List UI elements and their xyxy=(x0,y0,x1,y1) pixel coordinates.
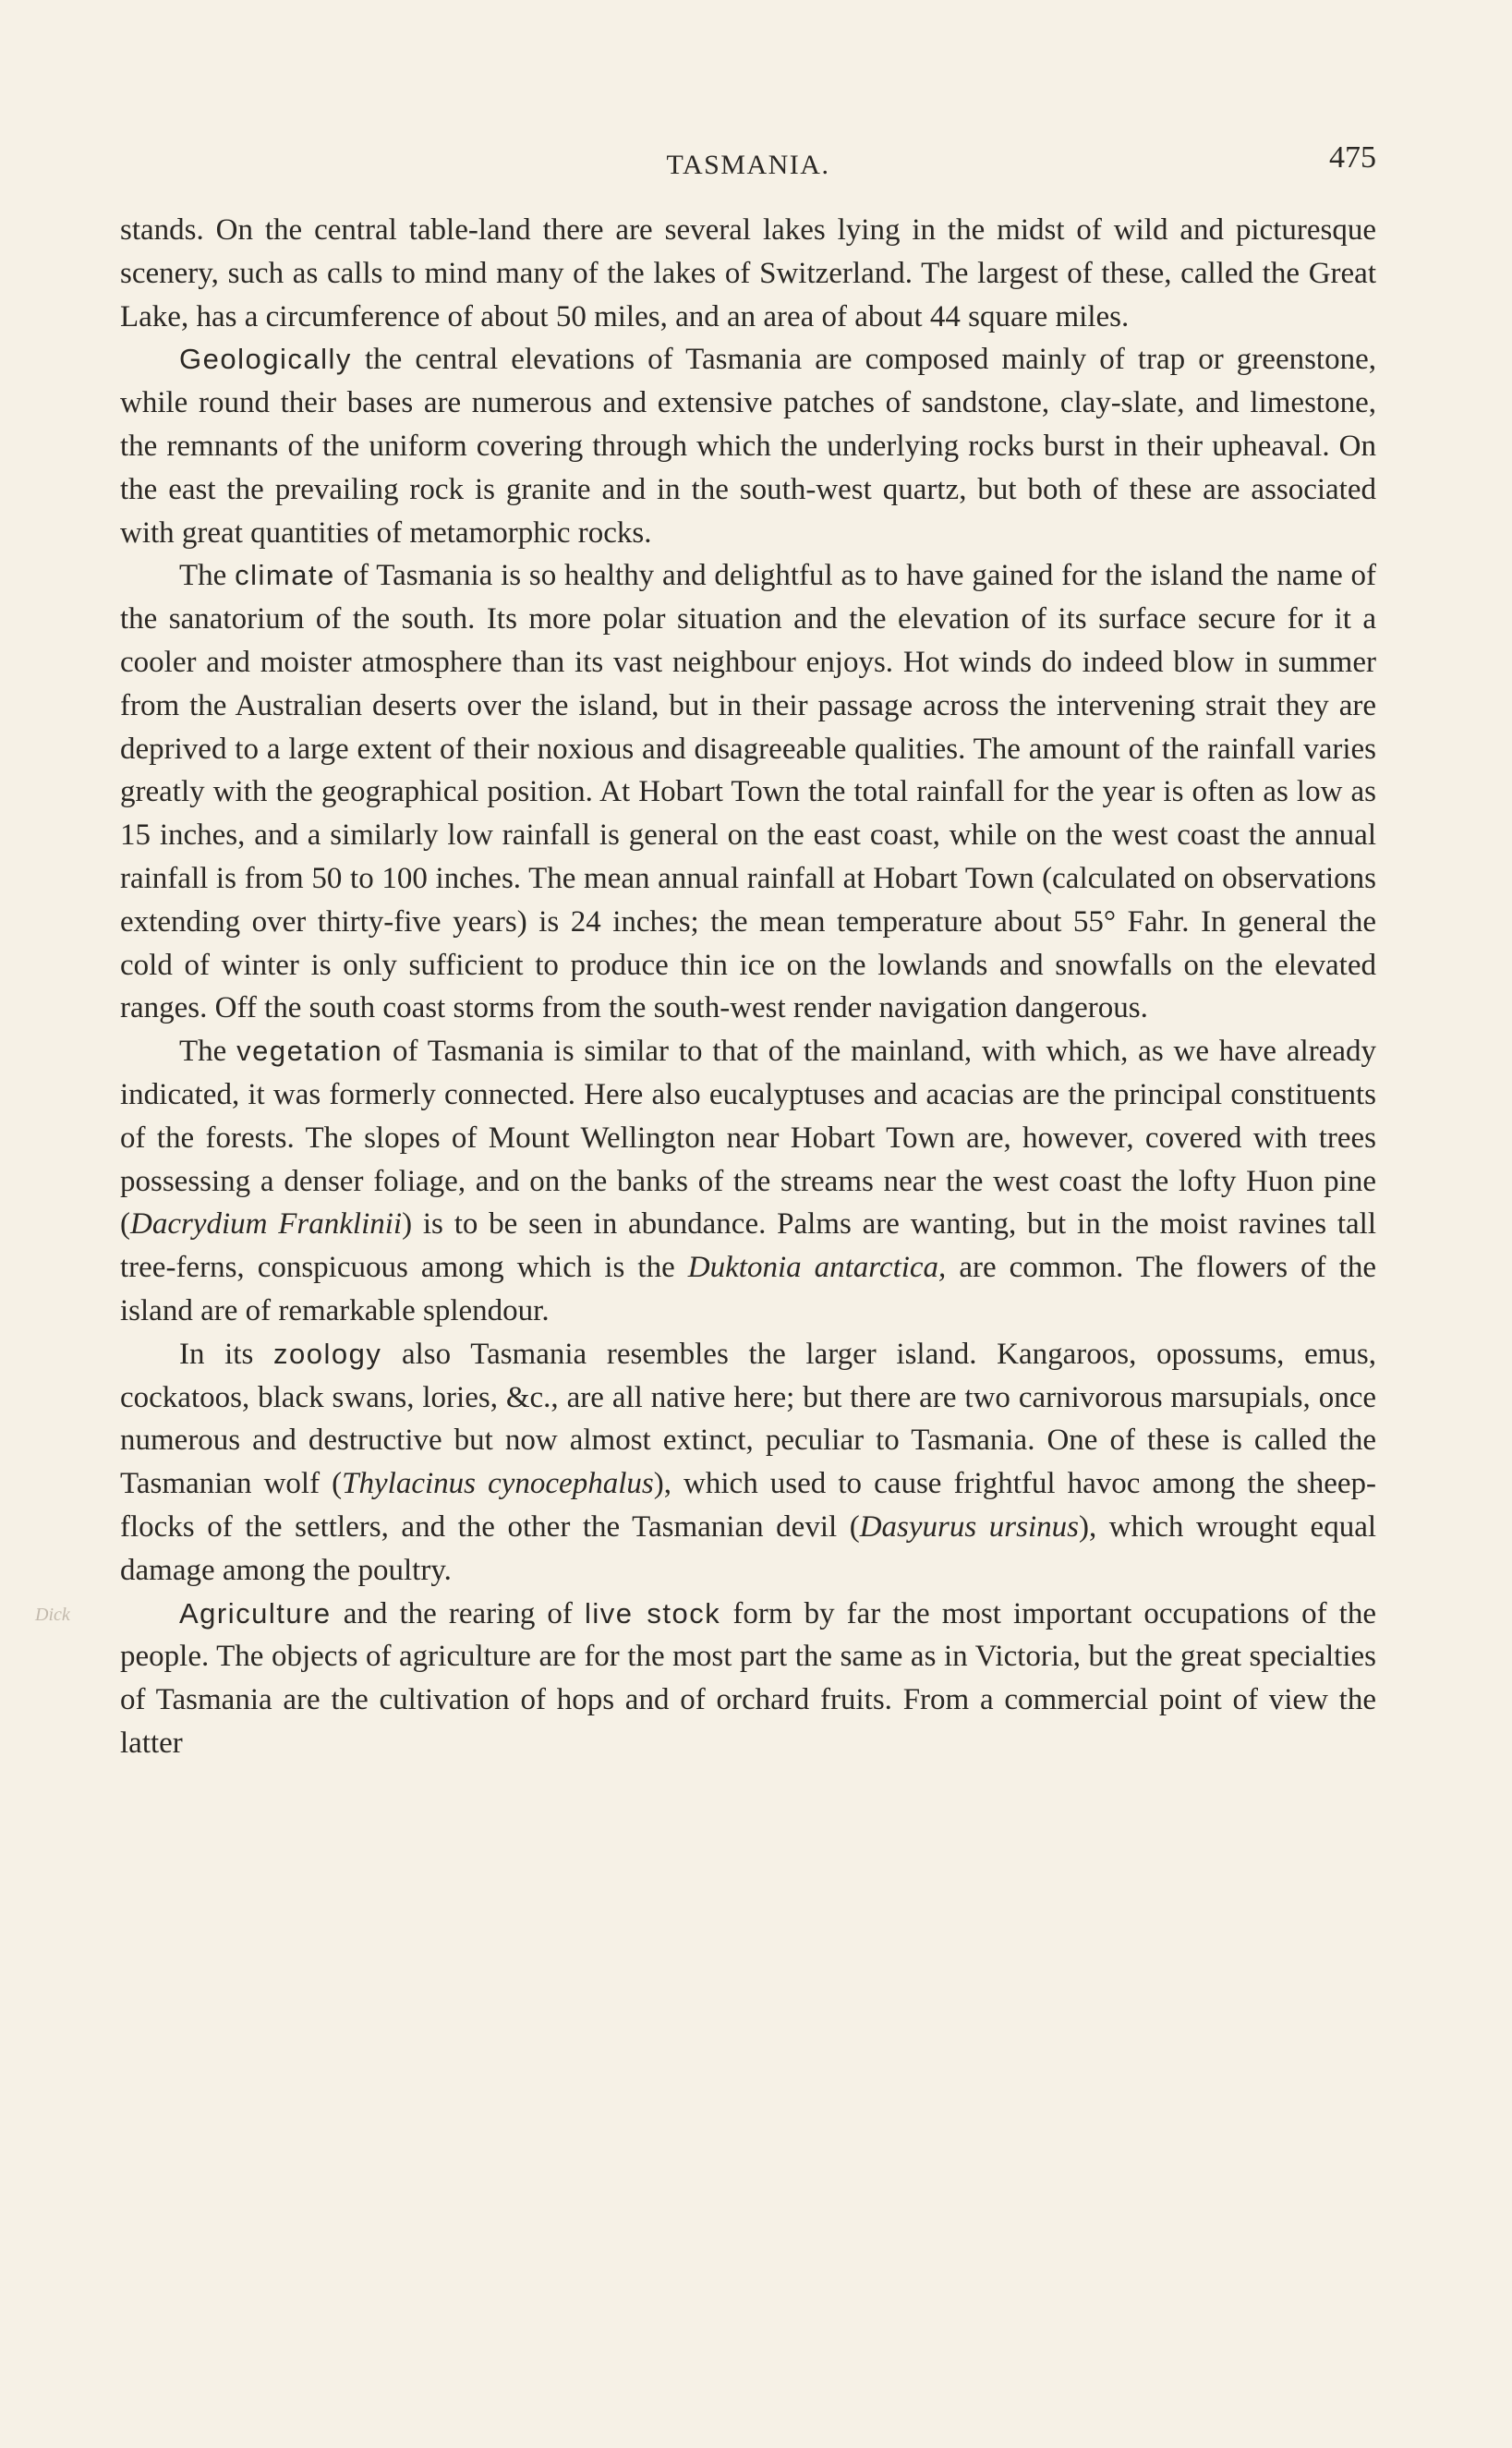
paragraph-text: ), which used to cause frightful havoc among the sheep-flocks of the settlers, and the other the Tasmanian devil ( xyxy=(120,1467,1376,1544)
paragraph-text: stands. On the central table-land there are several lakes lying in the midst of wild and picturesque scenery, such as calls to mind many of the lakes of Switzerland. The largest of these, called the Great Lake, has a circumference of about 50 miles, and an area of about 44 square miles. xyxy=(120,213,1376,333)
side-heading-live-stock: live stock xyxy=(584,1596,721,1630)
side-heading-zoology: zoology xyxy=(272,1337,382,1370)
running-title: TASMANIA. xyxy=(666,150,830,180)
paragraph-text: The xyxy=(179,1035,237,1069)
paragraph-text: of Tasmania is so healthy and delightful as to have gained for the island the name of the sanatorium of the south. Its more polar situation and the elevation of its surface secure for it a cooler and moister atmosphere than its vast neighbour enjoys. Hot winds do indeed blow in summer from the Australian deserts over the island, but in their passage across the intervening strait they are deprived to a large extent of their noxious and disagreeable qualities. The amount of the rainfall varies greatly with the geographical position. At Hobart Town the total rainfall for the year is often as low as 15 inches, and a similarly low rainfall is general on the east coast, while on the west coast the annual rainfall is from 50 to 100 inches. The mean annual rainfall at Hobart Town (calculated on observations extending over thirty-five years) is 24 inches; the mean temperature about 55° Fahr. In general the cold of winter is only sufficient to produce thin ice on the lowlands and snowfalls on the elevated ranges. Off the south coast storms from the south-west render navigation dangerous. xyxy=(120,559,1376,1025)
species-name: Dasyurus ursinus xyxy=(859,1509,1079,1544)
side-heading-agriculture: Agriculture xyxy=(179,1596,332,1630)
paragraph-text: In its xyxy=(179,1337,273,1371)
body-text xyxy=(120,209,1376,1765)
paragraph-vegetation xyxy=(120,1030,1376,1333)
species-name: Dacrydium Franklinii xyxy=(130,1207,403,1242)
paragraph-text: The xyxy=(179,559,236,593)
side-heading-climate: climate xyxy=(235,559,335,592)
paragraph-geology xyxy=(120,338,1376,554)
paragraph-agriculture xyxy=(120,1593,1376,1765)
paragraph-text: and the rearing of xyxy=(331,1596,585,1630)
paragraph-text: ), which wrought equal damage among the poultry. xyxy=(120,1509,1377,1587)
paragraph-lakes xyxy=(120,209,1376,338)
paragraph-text: form by far the most important occupations of the people. The objects of agriculture are for the most part the same as in Victoria, but the great specialties of Tasmania are the cultivation of hops and of orchard fruits. From a commercial point of view the latter xyxy=(120,1596,1376,1760)
running-head xyxy=(120,140,1376,180)
paragraph-text: are common. The flowers of the island are of remarkable splendour. xyxy=(120,1251,1376,1327)
side-heading-geologically: Geologically xyxy=(179,343,352,376)
species-name: Duktonia antarctica, xyxy=(687,1251,947,1285)
paragraph-climate xyxy=(120,554,1376,1030)
paragraph-text: of Tasmania is similar to that of the mainland, with which, as we have already indicated, it was formerly connected. Here also eucalyptuses and acacias are the principal constituents of the forests. The slopes of Mount Wellington near Hobart Town are, however, covered with trees possessing a denser foliage, and on the banks of the streams near the west coast the lofty Huon pine ( xyxy=(120,1035,1376,1242)
paragraph-text: the central elevations of Tasmania are composed mainly of trap or greenstone, while round their bases are numerous and extensive patches of sandstone, clay-slate, and limestone, the remnants of the uniform covering through which the underlying rocks burst in their upheaval. On the east the prevailing rock is granite and in the south-west quartz, but both of these are associated with great quantities of metamorphic rocks. xyxy=(120,343,1376,550)
side-heading-vegetation: vegetation xyxy=(236,1035,383,1068)
margin-annotation: Dick xyxy=(35,1605,70,1625)
paragraph-zoology xyxy=(120,1333,1376,1593)
paragraph-text: ) is to be seen in abundance. Palms are wanting, but in the moist ravines tall tree-ferns, conspicuous among which is the xyxy=(120,1207,1376,1285)
species-name: Thylacinus cynocephalus xyxy=(342,1467,654,1501)
paragraph-text: also Tasmania resembles the larger island. Kangaroos, opossums, emus, cockatoos, black swans, lories, &c., are all native here; but there are two carnivorous marsupials, once numerous and destructive but now almost extinct, peculiar to Tasmania. One of these is called the Tasmanian wolf ( xyxy=(120,1337,1376,1501)
page-number: 475 xyxy=(1329,140,1376,175)
